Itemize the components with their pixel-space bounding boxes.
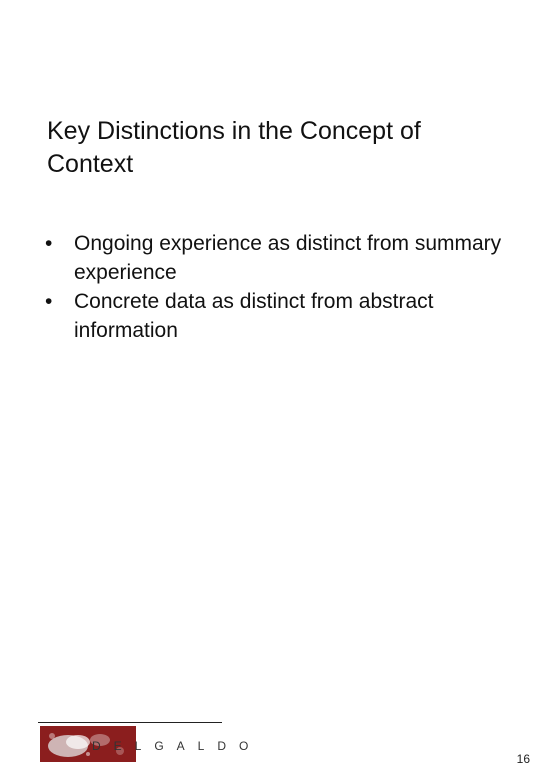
footer-divider — [38, 722, 222, 723]
bullet-text: Ongoing experience as distinct from summary experience — [74, 232, 502, 284]
bullet-marker: • — [45, 290, 53, 313]
bullet-list — [45, 229, 515, 345]
bullet-text: Concrete data as distinct from abstract information — [74, 290, 434, 342]
bullet-item — [45, 229, 515, 287]
slide-title: Key Distinctions in the Concept of Context — [47, 117, 421, 178]
logo-wordmark: DELGALDO — [92, 739, 262, 753]
page-number: 16 — [516, 752, 530, 766]
bullet-marker: • — [45, 232, 53, 255]
company-logo — [40, 726, 262, 762]
bullet-item — [45, 287, 515, 345]
